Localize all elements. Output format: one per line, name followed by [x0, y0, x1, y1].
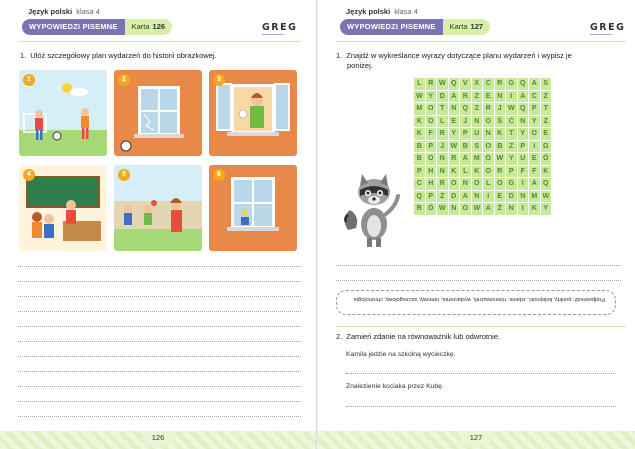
answer-line[interactable] — [18, 281, 301, 282]
grid-cell[interactable]: W — [448, 140, 460, 153]
grade-label: klasa 4 — [394, 7, 418, 16]
grid-cell[interactable]: A — [460, 190, 472, 203]
grid-cell[interactable]: U — [471, 128, 483, 141]
subject-label: Język polski klasa 4 — [28, 7, 100, 16]
grid-cell[interactable]: M — [414, 103, 426, 116]
grid-cell[interactable]: Ó — [425, 203, 437, 216]
grid-row — [414, 140, 552, 153]
grid-cell[interactable]: R — [460, 90, 472, 103]
grid-cell[interactable]: K — [414, 128, 426, 141]
grid-cell[interactable]: Q — [460, 103, 472, 116]
grid-cell[interactable]: P — [414, 165, 426, 178]
grid-cell[interactable]: C — [483, 78, 495, 91]
grid-cell[interactable]: Y — [540, 203, 552, 216]
story-panel-5 — [114, 165, 202, 251]
grid-cell[interactable]: F — [517, 165, 529, 178]
grid-row — [414, 190, 552, 203]
grid-cell[interactable]: O — [425, 153, 437, 166]
answer-line[interactable] — [18, 401, 301, 402]
grid-cell[interactable]: G — [540, 140, 552, 153]
hint-text-upside-down: Podpowiedź: punkty, kolejność, zdanie, równoważnik, wydarzenia, ramowy, szczegółowy, chronologia — [353, 296, 605, 302]
grid-cell[interactable]: E — [483, 90, 495, 103]
logo-subtitle-graphic: ▬▬▬▬▬▬▬▬ — [590, 33, 612, 36]
grid-cell[interactable]: J — [437, 140, 449, 153]
grid-cell[interactable]: D — [448, 190, 460, 203]
grid-cell[interactable]: E — [448, 115, 460, 128]
grid-cell[interactable]: O — [448, 178, 460, 191]
grid-cell[interactable]: N — [494, 90, 506, 103]
panel-number-2: 2 — [118, 74, 130, 86]
grid-cell[interactable]: Z — [471, 103, 483, 116]
sentence-1: Kamila jedzie na szkolną wycieczkę. — [346, 351, 456, 358]
grid-cell[interactable]: W — [506, 103, 518, 116]
card-number: 126 — [152, 22, 166, 31]
grid-cell[interactable]: A — [448, 90, 460, 103]
grid-cell[interactable]: Y — [529, 115, 541, 128]
card-label: Karta 127 — [443, 19, 490, 35]
story-panel-6 — [209, 165, 297, 251]
hint-box — [336, 290, 616, 315]
section-title: WYPOWIEDZI PISEMNE — [22, 19, 125, 35]
grid-cell[interactable]: N — [460, 178, 472, 191]
grid-cell[interactable]: S — [471, 140, 483, 153]
section-header — [22, 19, 172, 35]
grid-cell[interactable]: B — [494, 140, 506, 153]
grid-cell[interactable]: G — [506, 178, 518, 191]
grid-cell[interactable]: N — [437, 165, 449, 178]
story-panel-2 — [114, 70, 202, 156]
grid-cell[interactable]: W — [471, 203, 483, 216]
grid-cell[interactable]: P — [506, 165, 518, 178]
section-divider — [336, 326, 626, 327]
grid-cell[interactable]: Q — [414, 190, 426, 203]
task-1-text-cont: poniżej. — [347, 61, 373, 70]
left-page — [0, 0, 317, 449]
answer-line[interactable] — [18, 341, 301, 342]
grid-cell[interactable]: O — [483, 115, 495, 128]
grid-cell[interactable]: Ś — [494, 115, 506, 128]
grid-cell[interactable]: N — [506, 203, 518, 216]
grid-cell[interactable]: R — [448, 153, 460, 166]
grid-row — [414, 78, 552, 91]
grid-cell[interactable]: H — [425, 165, 437, 178]
page-number: 126 — [143, 431, 173, 445]
task-1: 1. Znajdź w wykreślance wyrazy dotyczące planu wydarzeń i wypisz je poniżej. — [336, 51, 572, 70]
grid-row — [414, 178, 552, 191]
grid-cell[interactable]: M — [529, 190, 541, 203]
grid-cell[interactable]: V — [460, 78, 472, 91]
grid-cell[interactable]: B — [460, 140, 472, 153]
grid-cell[interactable]: Q — [517, 78, 529, 91]
answer-line[interactable] — [346, 373, 616, 374]
card-number: 127 — [470, 22, 484, 31]
grid-cell[interactable]: E — [540, 128, 552, 141]
grid-cell[interactable]: Y — [517, 128, 529, 141]
grid-cell[interactable]: K — [471, 165, 483, 178]
answer-line[interactable] — [18, 356, 301, 357]
grid-cell[interactable]: O — [425, 103, 437, 116]
right-page — [318, 0, 635, 449]
header-rule — [336, 41, 626, 42]
grid-cell[interactable]: X — [471, 78, 483, 91]
grid-cell[interactable]: O — [483, 140, 495, 153]
answer-line[interactable] — [18, 326, 301, 327]
grid-cell[interactable]: N — [448, 203, 460, 216]
grid-cell[interactable]: I — [529, 140, 541, 153]
panel-number-1: 1 — [23, 74, 35, 86]
subject-label: Język polski klasa 4 — [346, 7, 418, 16]
card-label: Karta 126 — [125, 19, 172, 35]
grid-cell[interactable]: Z — [471, 90, 483, 103]
grid-cell[interactable]: Y — [425, 90, 437, 103]
grid-cell[interactable]: W — [437, 203, 449, 216]
header-rule — [18, 41, 300, 42]
story-panel-3 — [209, 70, 297, 156]
grid-cell[interactable]: T — [437, 103, 449, 116]
answer-line[interactable] — [346, 406, 616, 407]
grid-cell[interactable]: I — [517, 203, 529, 216]
task-1-text: Ułóż szczegółowy plan wydarzeń do historii obrazkowej. — [30, 51, 217, 60]
grid-cell[interactable]: K — [529, 203, 541, 216]
grid-cell[interactable]: L — [483, 178, 495, 191]
grid-cell[interactable]: R — [494, 165, 506, 178]
grid-cell[interactable]: N — [517, 190, 529, 203]
grid-cell[interactable]: K — [414, 115, 426, 128]
grid-cell[interactable]: N — [448, 103, 460, 116]
grid-cell[interactable]: Z — [540, 90, 552, 103]
grid-cell[interactable]: W — [494, 153, 506, 166]
grid-cell[interactable]: N — [517, 115, 529, 128]
story-panel-1 — [19, 70, 107, 156]
grid-cell[interactable]: Ó — [540, 153, 552, 166]
grid-cell[interactable]: K — [448, 165, 460, 178]
grid-cell[interactable]: R — [414, 203, 426, 216]
page-number: 127 — [461, 431, 491, 445]
grid-cell[interactable]: P — [460, 128, 472, 141]
grid-cell[interactable]: R — [437, 178, 449, 191]
grid-cell[interactable]: Q — [517, 103, 529, 116]
grid-cell[interactable]: A — [529, 78, 541, 91]
grid-cell[interactable]: O — [425, 115, 437, 128]
grid-cell[interactable]: C — [529, 90, 541, 103]
grid-cell[interactable]: A — [529, 178, 541, 191]
answer-line[interactable] — [18, 296, 301, 297]
grid-cell[interactable]: M — [471, 153, 483, 166]
grid-cell[interactable]: J — [494, 103, 506, 116]
grid-row — [414, 103, 552, 116]
grid-cell[interactable]: K — [540, 165, 552, 178]
grid-cell[interactable]: L — [414, 78, 426, 91]
panel-number-6: 6 — [213, 169, 225, 181]
grid-cell[interactable]: O — [494, 178, 506, 191]
section-header — [340, 19, 490, 35]
grid-cell[interactable]: W — [437, 78, 449, 91]
grid-cell[interactable]: O — [529, 128, 541, 141]
grid-cell[interactable]: Z — [540, 115, 552, 128]
grid-cell[interactable]: N — [471, 115, 483, 128]
grid-cell[interactable]: R — [437, 128, 449, 141]
grid-cell[interactable]: D — [437, 90, 449, 103]
story-panel-4 — [19, 165, 107, 251]
grid-cell[interactable]: T — [506, 128, 518, 141]
answer-line[interactable] — [18, 416, 301, 417]
grid-cell[interactable]: O — [471, 178, 483, 191]
grid-row — [414, 90, 552, 103]
grid-cell[interactable]: Y — [448, 128, 460, 141]
greg-logo: GREG — [262, 22, 298, 33]
grid-cell[interactable]: E — [494, 190, 506, 203]
grid-cell[interactable]: Z — [506, 140, 518, 153]
grid-cell[interactable]: P — [425, 190, 437, 203]
grid-cell[interactable]: O — [483, 165, 495, 178]
grid-cell[interactable]: P — [425, 140, 437, 153]
grid-cell[interactable]: B — [414, 140, 426, 153]
grid-row — [414, 115, 552, 128]
grid-cell[interactable]: W — [540, 190, 552, 203]
greg-logo: GREG — [590, 22, 626, 33]
grid-cell[interactable]: P — [517, 140, 529, 153]
answer-line[interactable] — [18, 386, 301, 387]
grid-cell[interactable]: B — [414, 153, 426, 166]
grid-cell[interactable]: T — [540, 103, 552, 116]
grid-cell[interactable]: R — [425, 78, 437, 91]
grid-cell[interactable]: D — [506, 190, 518, 203]
word-search-grid — [413, 77, 552, 216]
grid-cell[interactable]: N — [437, 153, 449, 166]
answer-line[interactable] — [18, 266, 301, 267]
task-1: 1. Ułóż szczegółowy plan wydarzeń do historii obrazkowej. — [20, 51, 217, 60]
grid-cell[interactable]: Y — [506, 153, 518, 166]
grid-cell[interactable]: G — [506, 78, 518, 91]
grid-cell[interactable]: Q — [448, 78, 460, 91]
answer-line[interactable] — [336, 280, 621, 281]
grid-cell[interactable]: Ć — [506, 115, 518, 128]
grid-cell[interactable]: F — [529, 165, 541, 178]
grade-label: klasa 4 — [76, 7, 100, 16]
grid-cell[interactable]: I — [506, 90, 518, 103]
grid-row — [414, 153, 552, 166]
grid-cell[interactable]: C — [414, 178, 426, 191]
grid-cell[interactable]: P — [529, 103, 541, 116]
grid-cell[interactable]: A — [460, 153, 472, 166]
grid-cell[interactable]: O — [483, 153, 495, 166]
grid-cell[interactable]: J — [460, 115, 472, 128]
grid-cell[interactable]: I — [483, 190, 495, 203]
grid-cell[interactable]: R — [494, 78, 506, 91]
task-2: 2. Zamień zdanie na równoważnik lub odwrotnie. — [336, 332, 501, 341]
sentence-2: Znalezienie kociaka przez Kubę. — [346, 383, 444, 390]
grid-cell[interactable]: H — [425, 178, 437, 191]
grid-cell[interactable]: N — [483, 128, 495, 141]
grid-cell[interactable]: O — [460, 203, 472, 216]
grid-cell[interactable]: Q — [540, 178, 552, 191]
answer-line[interactable] — [18, 371, 301, 372]
grid-cell[interactable]: S — [540, 78, 552, 91]
task-2-text: Zamień zdanie na równoważnik lub odwrotnie. — [346, 332, 501, 341]
grid-cell[interactable]: A — [517, 90, 529, 103]
grid-cell[interactable]: L — [460, 165, 472, 178]
answer-line[interactable] — [336, 265, 621, 266]
panel-number-4: 4 — [23, 169, 35, 181]
grid-cell[interactable]: N — [471, 190, 483, 203]
grid-cell[interactable]: U — [517, 153, 529, 166]
grid-row — [414, 128, 552, 141]
grid-cell[interactable]: R — [483, 103, 495, 116]
task-1-text: Znajdź w wykreślance wyrazy dotyczące planu wydarzeń i wypisz je — [346, 51, 572, 60]
grid-row — [414, 165, 552, 178]
grid-cell[interactable]: W — [414, 90, 426, 103]
grid-cell[interactable]: I — [517, 178, 529, 191]
panel-number-3: 3 — [213, 74, 225, 86]
grid-cell[interactable]: K — [494, 128, 506, 141]
grid-cell[interactable]: L — [437, 115, 449, 128]
panel-number-5: 5 — [118, 169, 130, 181]
grid-cell[interactable]: F — [425, 128, 437, 141]
grid-cell[interactable]: Ż — [494, 203, 506, 216]
grid-cell[interactable]: E — [529, 153, 541, 166]
logo-subtitle-graphic: ▬▬▬▬▬▬▬▬ — [262, 33, 284, 36]
grid-row — [414, 203, 552, 216]
grid-cell[interactable]: Z — [437, 190, 449, 203]
grid-cell[interactable]: A — [483, 203, 495, 216]
raccoon-icon — [340, 170, 410, 250]
section-title: WYPOWIEDZI PISEMNE — [340, 19, 443, 35]
answer-line[interactable] — [18, 311, 301, 312]
